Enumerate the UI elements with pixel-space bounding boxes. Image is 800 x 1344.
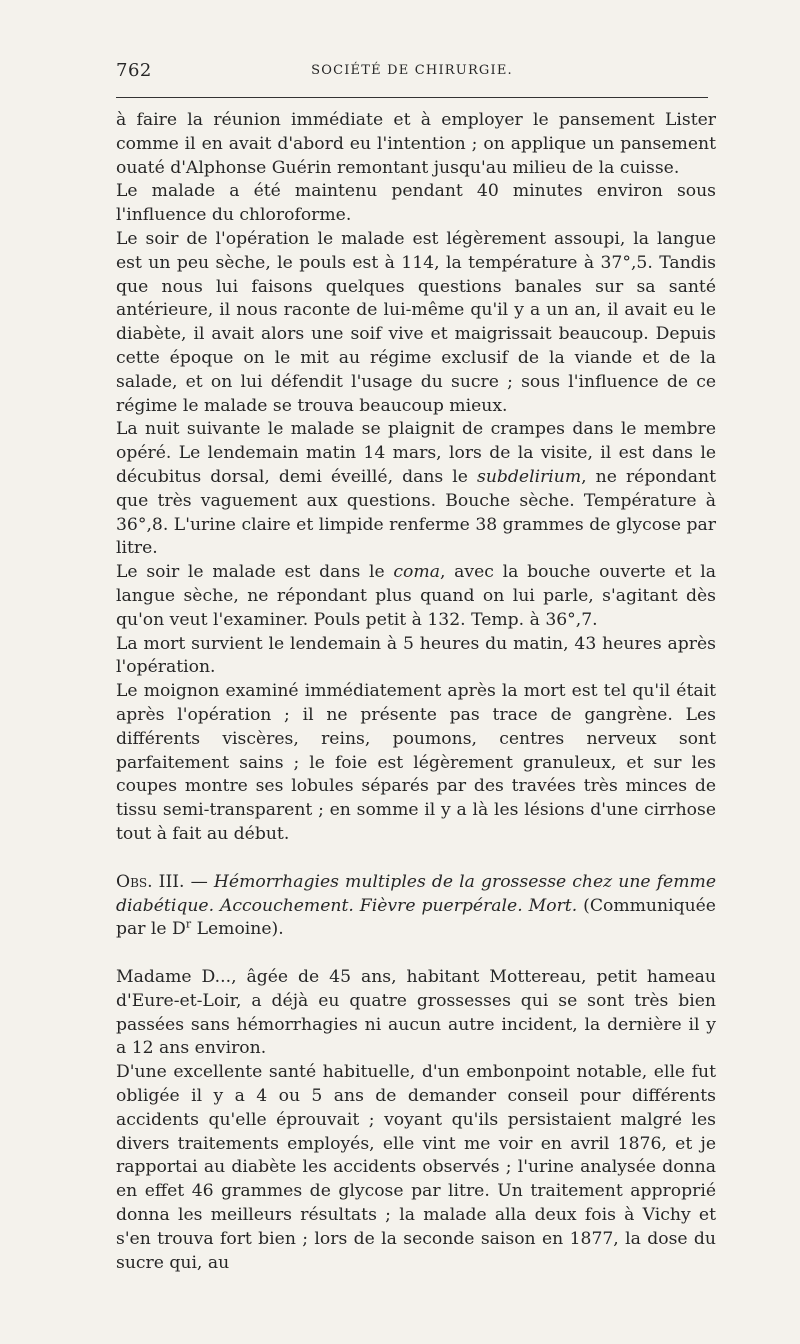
paragraph-text: , avec la bouche ouverte et la langue sèche, ne répondant plus quand on lui parle, s'agitant dès qu'on veut l'examiner. Pouls petit à 132. Temp. à 36°,7. [116, 562, 716, 630]
paragraph: La mort survient le lendemain à 5 heures du matin, 43 heures après l'opération. [116, 633, 716, 678]
observation-heading [116, 871, 716, 942]
paragraph: Madame D..., âgée de 45 ans, habitant Mottereau, petit hameau d'Eure-et-Loir, a déjà eu quatre grossesses qui se sont très bien passées sans hémorrhagies ni aucun autre incident, la dernière il y a 12 ans environ. [116, 967, 716, 1059]
superscript: r [185, 917, 192, 931]
dash: — [184, 871, 214, 892]
paragraph: D'une excellente santé habituelle, d'un embonpoint notable, elle fut obligée il y a 4 ou 5 ans de demander conseil pour différents accidents qu'elle éprouvait ; voyant qu'ils persistaient malgré les divers traitements employés, elle vint me voir en avril 1876, et je rapportai au diabète les accidents observés ; l'urine analysée donna en effet 46 grammes de glycose par litre. Un traitement approprié donna les meilleurs résultats ; la malade alla deux fois à Vichy et s'en trouva fort bien ; lors de la seconde saison en 1877, la dose du sucre qui, au [116, 1062, 716, 1273]
paragraph-text: , ne répondant que très vaguement aux questions. Bouche sèche. Température à 36°,8. L'urine claire et limpide renferme 38 grammes de glycose par litre. [116, 466, 716, 559]
observation-credit: Lemoine). [191, 919, 284, 940]
body-text [116, 109, 716, 1275]
page-number: 762 [116, 60, 152, 81]
observation-title: Hémorrhagies multiples de la grossesse chez une femme diabétique. Accouchement. Fièvre puerpérale. Mort. [116, 871, 716, 916]
observation-credit: (Communiquée par le D [116, 895, 716, 940]
italic-term: subdelirium [477, 466, 582, 487]
page-header [116, 60, 708, 90]
running-title: SOCIÉTÉ DE CHIRURGIE. [311, 63, 513, 78]
observation-label: Obs. III. [116, 871, 185, 892]
paragraph: Le soir de l'opération le malade est légèrement assoupi, la langue est un peu sèche, le pouls est à 114, la température à 37°,5. Tandis que nous lui faisons quelques questions banales sur sa santé antérieure, il nous raconte de lui-même qu'il y a un an, il avait eu le diabète, il avait alors une soif vive et maigrissait beaucoup. Depuis cette époque on le mit au régime exclusif de la viande et de la salade, et on lui défendit l'usage du sucre ; sous l'influence de ce régime le malade se trouva beaucoup mieux. [116, 228, 716, 416]
paragraph: Le moignon examiné immédiatement après la mort est tel qu'il était après l'opération ; il ne présente pas trace de gangrène. Les différents viscères, reins, poumons, centres nerveux sont parfaitement sains ; le foie est légèrement granuleux, et sur les coupes montre ses lobules séparés par des travées très minces de tissu semi-transparent ; en somme il y a là les lésions d'une cirrhose tout à fait au début. [116, 681, 716, 844]
paragraph [116, 561, 716, 632]
italic-term: coma [393, 562, 440, 583]
header-rule [116, 97, 708, 98]
paragraph-text: Le soir le malade est dans le [116, 562, 394, 583]
paragraph: à faire la réunion immédiate et à employer le pansement Lister comme il en avait d'abord eu l'intention ; on applique un pansement ouaté d'Alphonse Guérin remontant jusqu'au milieu de la cuisse. [116, 110, 716, 178]
paragraph-text: La nuit suivante le malade se plaignit de crampes dans le membre opéré. Le lendemain matin 14 mars, lors de la visite, il est dans le décubitus dorsal, demi éveillé, dans le [116, 419, 716, 487]
paragraph [116, 418, 716, 561]
paragraph: Le malade a été maintenu pendant 40 minutes environ sous l'influence du chloroforme. [116, 181, 716, 226]
